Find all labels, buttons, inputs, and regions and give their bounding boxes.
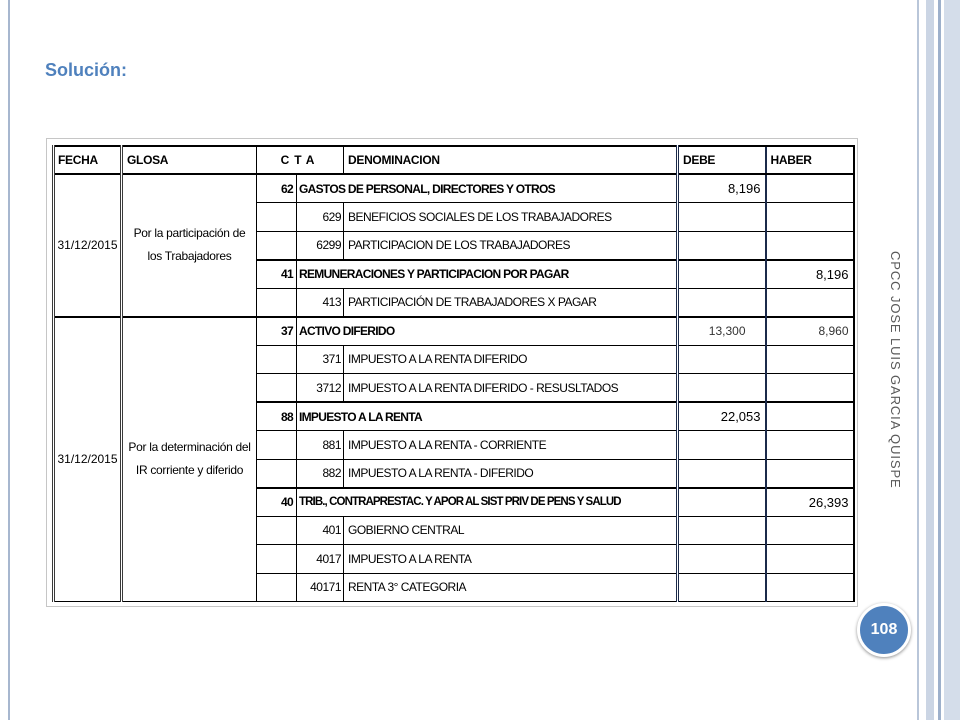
debe-cell <box>678 459 766 488</box>
debe-cell <box>678 431 766 460</box>
glosa-line: IR corriente y diferido <box>135 463 244 478</box>
cta-cell-empty <box>257 516 297 545</box>
denominacion-cell: IMPUESTO A LA RENTA DIFERIDO <box>344 345 678 374</box>
header-denominacion: DENOMINACION <box>344 146 678 174</box>
cta-cell-empty <box>257 231 297 260</box>
cta-cell: 371 <box>297 345 344 374</box>
denominacion-cell: TRIB., CONTRAPRESTAC. Y APOR AL SIST PRIV DE PENS Y SALUD <box>297 488 678 517</box>
debe-cell: 13,300 <box>678 317 766 346</box>
denominacion-cell: IMPUESTO A LA RENTA <box>344 545 678 574</box>
cta-cell-empty <box>257 459 297 488</box>
cta-cell: 40 <box>257 488 297 517</box>
debe-cell: 22,053 <box>678 402 766 431</box>
haber-cell <box>766 374 854 403</box>
denominacion-cell: ACTIVO DIFERIDO <box>297 317 678 346</box>
right-decorative-bar <box>938 0 941 720</box>
denominacion-cell: BENEFICIOS SOCIALES DE LOS TRABAJADORES <box>344 203 678 232</box>
table-row <box>54 317 854 346</box>
cta-cell: 40171 <box>297 573 344 602</box>
denominacion-cell: PARTICIPACIÓN DE TRABAJADORES X PAGAR <box>344 288 678 317</box>
cta-cell-empty <box>257 431 297 460</box>
denominacion-cell: PARTICIPACION DE LOS TRABAJADORES <box>344 231 678 260</box>
author-vertical-label: CPCC JOSE LUIS GARCIA QUISPE <box>888 251 903 489</box>
slide-title: Solución: <box>45 60 127 80</box>
debe-cell <box>678 203 766 232</box>
denominacion-cell: IMPUESTO A LA RENTA DIFERIDO - RESUSLTADOS <box>344 374 678 403</box>
header-fecha: FECHA <box>54 146 122 174</box>
header-haber: HABER <box>766 146 854 174</box>
cta-cell-empty <box>257 573 297 602</box>
cta-cell-empty <box>257 545 297 574</box>
right-decorative-bar <box>944 0 960 720</box>
denominacion-cell: IMPUESTO A LA RENTA - CORRIENTE <box>344 431 678 460</box>
cta-cell-empty <box>257 203 297 232</box>
haber-cell <box>766 573 854 602</box>
denominacion-cell: RENTA 3° CATEGORIA <box>344 573 678 602</box>
cta-cell-empty <box>257 345 297 374</box>
cta-cell: 882 <box>297 459 344 488</box>
cta-cell: 4017 <box>297 545 344 574</box>
debe-cell <box>678 260 766 289</box>
table-row <box>54 174 854 203</box>
cta-cell: 41 <box>257 260 297 289</box>
header-glosa: GLOSA <box>122 146 257 174</box>
denominacion-cell: IMPUESTO A LA RENTA <box>297 402 678 431</box>
glosa-cell <box>122 174 257 317</box>
haber-cell <box>766 545 854 574</box>
debe-cell: 8,196 <box>678 174 766 203</box>
page-number-badge: 108 <box>857 603 911 657</box>
haber-cell <box>766 288 854 317</box>
haber-cell <box>766 231 854 260</box>
haber-cell <box>766 459 854 488</box>
denominacion-cell: IMPUESTO A LA RENTA - DIFERIDO <box>344 459 678 488</box>
haber-cell <box>766 516 854 545</box>
denominacion-cell: GASTOS DE PERSONAL, DIRECTORES Y OTROS <box>297 174 678 203</box>
glosa-line: Por la determinación del <box>128 440 251 455</box>
glosa-line: Por la participación de <box>133 226 246 241</box>
cta-cell: 3712 <box>297 374 344 403</box>
debe-cell <box>678 573 766 602</box>
haber-cell: 8,196 <box>766 260 854 289</box>
left-border-line <box>8 0 10 720</box>
denominacion-cell: GOBIERNO CENTRAL <box>344 516 678 545</box>
debe-cell <box>678 488 766 517</box>
cta-cell: 88 <box>257 402 297 431</box>
haber-cell <box>766 431 854 460</box>
debe-cell <box>678 545 766 574</box>
cta-cell: 37 <box>257 317 297 346</box>
haber-cell: 8,960 <box>766 317 854 346</box>
cta-cell: 629 <box>297 203 344 232</box>
cta-cell: 401 <box>297 516 344 545</box>
fecha-cell: 31/12/2015 <box>54 174 122 317</box>
cta-cell: 881 <box>297 431 344 460</box>
debe-cell <box>678 288 766 317</box>
table-header-row <box>54 146 854 174</box>
journal-entries-table <box>52 145 855 602</box>
glosa-line: los Trabajadores <box>147 249 232 264</box>
haber-cell <box>766 345 854 374</box>
right-decorative-bar <box>917 0 919 720</box>
header-debe: DEBE <box>678 146 766 174</box>
cta-cell: 6299 <box>297 231 344 260</box>
denominacion-cell: REMUNERACIONES Y PARTICIPACION POR PAGAR <box>297 260 678 289</box>
cta-cell: 413 <box>297 288 344 317</box>
cta-cell-empty <box>257 374 297 403</box>
header-cta: CTA <box>257 146 344 174</box>
right-decorative-bar <box>926 0 934 720</box>
cta-cell: 62 <box>257 174 297 203</box>
fecha-cell: 31/12/2015 <box>54 317 122 602</box>
cta-cell-empty <box>257 288 297 317</box>
debe-cell <box>678 231 766 260</box>
haber-cell <box>766 203 854 232</box>
haber-cell <box>766 174 854 203</box>
debe-cell <box>678 374 766 403</box>
debe-cell <box>678 345 766 374</box>
haber-cell <box>766 402 854 431</box>
glosa-cell <box>122 317 257 602</box>
debe-cell <box>678 516 766 545</box>
haber-cell: 26,393 <box>766 488 854 517</box>
